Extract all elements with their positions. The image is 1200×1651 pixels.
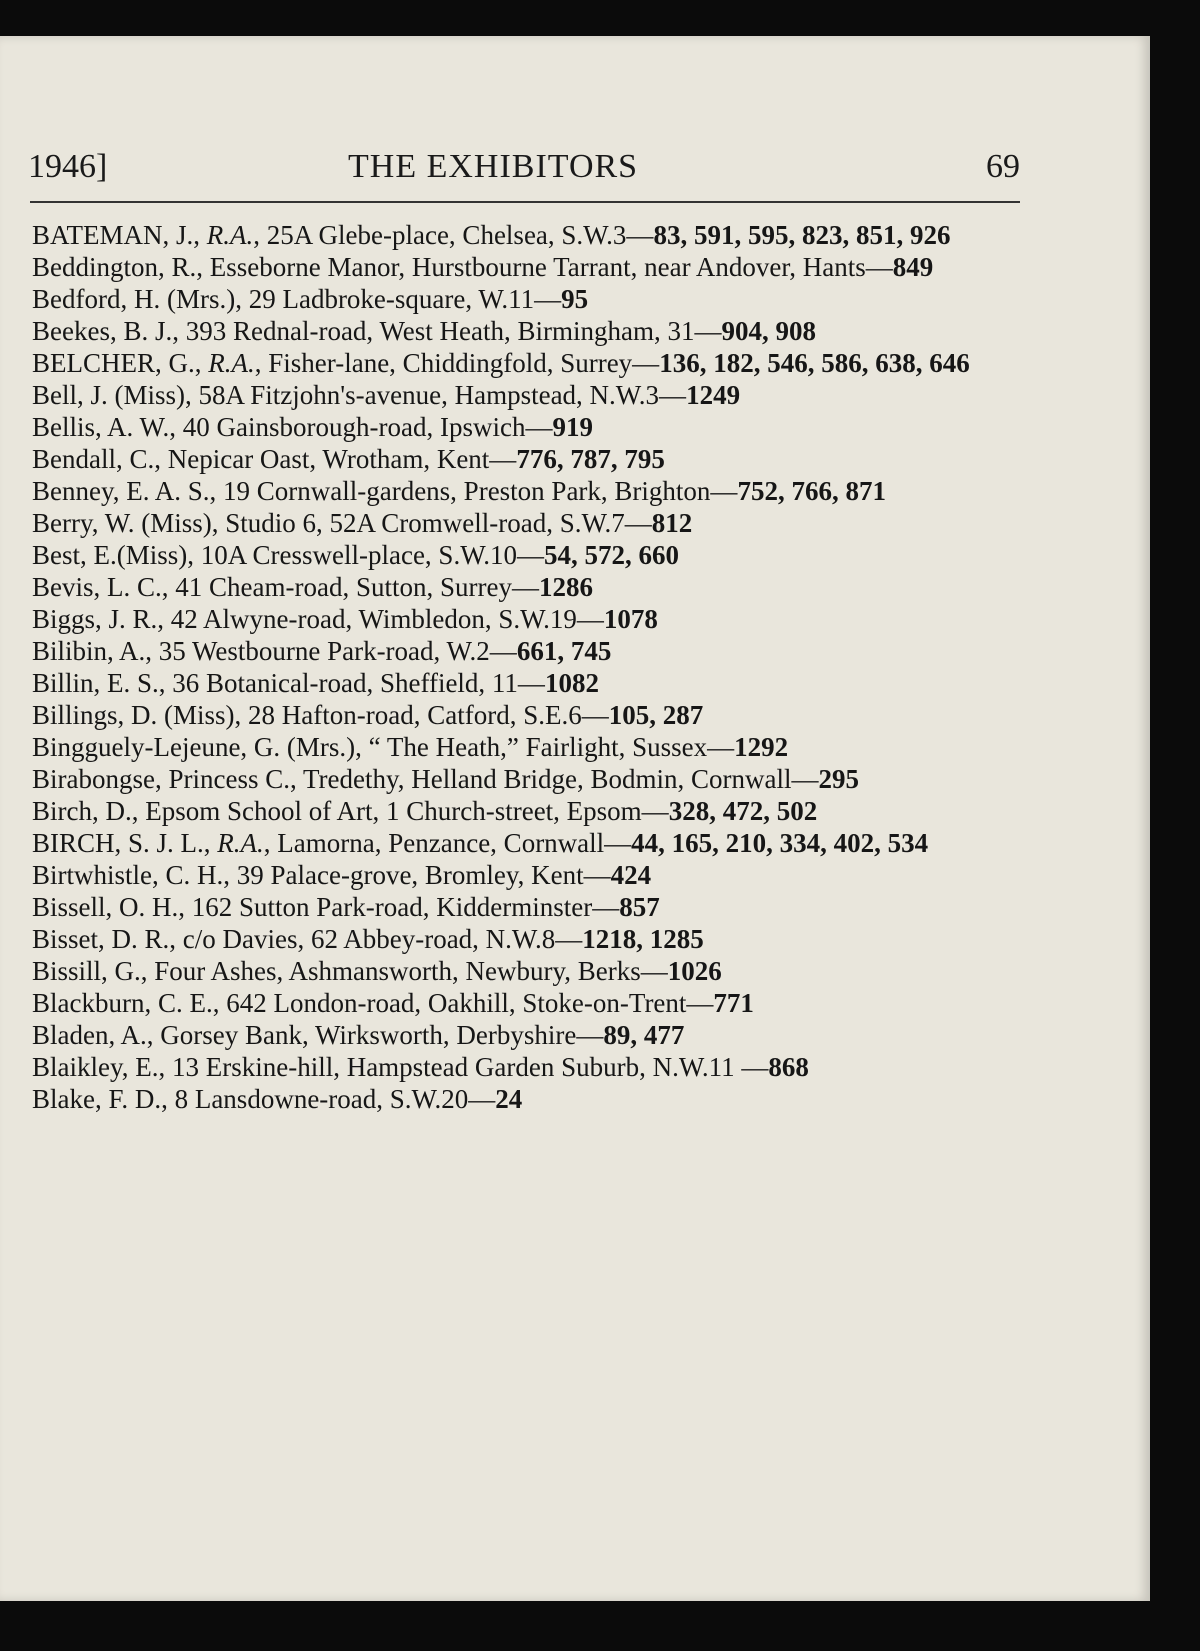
exhibitor-entry: Bellis, A. W., 40 Gainsborough-road, Ipswich—919 (32, 412, 593, 442)
exhibitor-entry: Bell, J. (Miss), 58A Fitzjohn's-avenue, Hampstead, N.W.3—1249 (32, 380, 741, 410)
exhibitor-entry: BELCHER, G., R.A., Fisher-lane, Chiddingfold, Surrey—136, 182, 546, 586, 638, 646 (32, 348, 970, 378)
exhibitor-entry: Best, E.(Miss), 10A Cresswell-place, S.W.10—54, 572, 660 (32, 540, 679, 570)
header-year: 1946] (28, 148, 108, 185)
exhibitor-entry: Bendall, C., Nepicar Oast, Wrotham, Kent—776, 787, 795 (32, 444, 665, 474)
exhibitor-entry: BATEMAN, J., R.A., 25A Glebe-place, Chelsea, S.W.3—83, 591, 595, 823, 851, 926 (32, 220, 951, 250)
exhibitor-entry: Birch, D., Epsom School of Art, 1 Church-street, Epsom—328, 472, 502 (32, 796, 818, 826)
exhibitor-entry: Beddington, R., Esseborne Manor, Hurstbourne Tarrant, near Andover, Hants—849 (32, 252, 934, 282)
exhibitor-entry: Billings, D. (Miss), 28 Hafton-road, Catford, S.E.6—105, 287 (32, 700, 704, 730)
catalogue-numbers: 752, 766, 871 (737, 476, 886, 506)
catalogue-numbers: 849 (892, 252, 934, 282)
exhibitor-entry: Bissell, O. H., 162 Sutton Park-road, Kidderminster—857 (32, 892, 660, 922)
exhibitor-entry: Bissill, G., Four Ashes, Ashmansworth, Newbury, Berks—1026 (32, 956, 722, 986)
running-header (28, 148, 1020, 192)
catalogue-numbers: 857 (619, 892, 660, 922)
catalogue-numbers: 1249 (686, 380, 741, 410)
exhibitor-entry: Bisset, D. R., c/o Davies, 62 Abbey-road, N.W.8—1218, 1285 (32, 924, 704, 954)
exhibitor-entry: Benney, E. A. S., 19 Cornwall-gardens, Preston Park, Brighton—752, 766, 871 (32, 476, 886, 506)
exhibitor-entry: Bladen, A., Gorsey Bank, Wirksworth, Derbyshire—89, 477 (32, 1020, 685, 1050)
exhibitor-entry: Berry, W. (Miss), Studio 6, 52A Cromwell-road, S.W.7—812 (32, 508, 693, 538)
exhibitor-entry: Blake, F. D., 8 Lansdowne-road, S.W.20—24 (32, 1084, 523, 1114)
catalogue-numbers: 1292 (734, 732, 789, 762)
exhibitor-entry: Bingguely-Lejeune, G. (Mrs.), “ The Heath,” Fairlight, Sussex—1292 (32, 732, 789, 762)
catalogue-numbers: 328, 472, 502 (668, 796, 818, 826)
exhibitor-entry: Blaikley, E., 13 Erskine-hill, Hampstead Garden Suburb, N.W.11 —868 (32, 1052, 809, 1082)
catalogue-numbers: 424 (610, 860, 652, 890)
catalogue-numbers: 1082 (544, 668, 599, 698)
page-title: THE EXHIBITORS (348, 148, 639, 185)
catalogue-numbers: 771 (713, 988, 754, 1018)
exhibitor-entry: Birabongse, Princess C., Tredethy, Helland Bridge, Bodmin, Cornwall—295 (32, 764, 859, 794)
exhibitor-entry: Birtwhistle, C. H., 39 Palace-grove, Bromley, Kent—424 (32, 860, 652, 890)
page-number: 69 (986, 148, 1020, 185)
catalogue-numbers: 105, 287 (608, 700, 704, 730)
catalogue-numbers: 1026 (667, 956, 722, 986)
catalogue-numbers: 1286 (538, 572, 593, 602)
exhibitor-list (32, 219, 1026, 1115)
catalogue-numbers: 89, 477 (603, 1020, 685, 1050)
catalogue-numbers: 54, 572, 660 (543, 540, 679, 570)
exhibitor-entry: Beekes, B. J., 393 Rednal-road, West Heath, Birmingham, 31—904, 908 (32, 316, 816, 346)
catalogue-numbers: 136, 182, 546, 586, 638, 646 (659, 348, 970, 378)
exhibitor-entry: Billin, E. S., 36 Botanical-road, Sheffield, 11—1082 (32, 668, 599, 698)
exhibitor-entry: Biggs, J. R., 42 Alwyne-road, Wimbledon, S.W.19—1078 (32, 604, 658, 634)
catalogue-numbers: 812 (651, 508, 693, 538)
catalogue-numbers: 295 (818, 764, 859, 794)
catalogue-numbers: 83, 591, 595, 823, 851, 926 (653, 220, 951, 250)
catalogue-numbers: 661, 745 (516, 636, 612, 666)
header-rule (30, 201, 1020, 203)
exhibitor-entry: Bedford, H. (Mrs.), 29 Ladbroke-square, W.11—95 (32, 284, 589, 314)
exhibitor-entry: BIRCH, S. J. L., R.A., Lamorna, Penzance, Cornwall—44, 165, 210, 334, 402, 534 (32, 828, 929, 858)
exhibitor-entry: Blackburn, C. E., 642 London-road, Oakhill, Stoke-on-Trent—771 (32, 988, 754, 1018)
book-page (0, 36, 1150, 1601)
catalogue-numbers: 1078 (603, 604, 658, 634)
catalogue-numbers: 919 (552, 412, 593, 442)
catalogue-numbers: 776, 787, 795 (516, 444, 665, 474)
catalogue-numbers: 95 (561, 284, 589, 314)
catalogue-numbers: 1218, 1285 (582, 924, 704, 954)
catalogue-numbers: 24 (495, 1084, 523, 1114)
catalogue-numbers: 44, 165, 210, 334, 402, 534 (631, 828, 929, 858)
catalogue-numbers: 904, 908 (721, 316, 816, 346)
exhibitor-entry: Bevis, L. C., 41 Cheam-road, Sutton, Surrey—1286 (32, 572, 593, 602)
catalogue-numbers: 868 (768, 1052, 809, 1082)
exhibitor-entry: Bilibin, A., 35 Westbourne Park-road, W.2—661, 745 (32, 636, 612, 666)
